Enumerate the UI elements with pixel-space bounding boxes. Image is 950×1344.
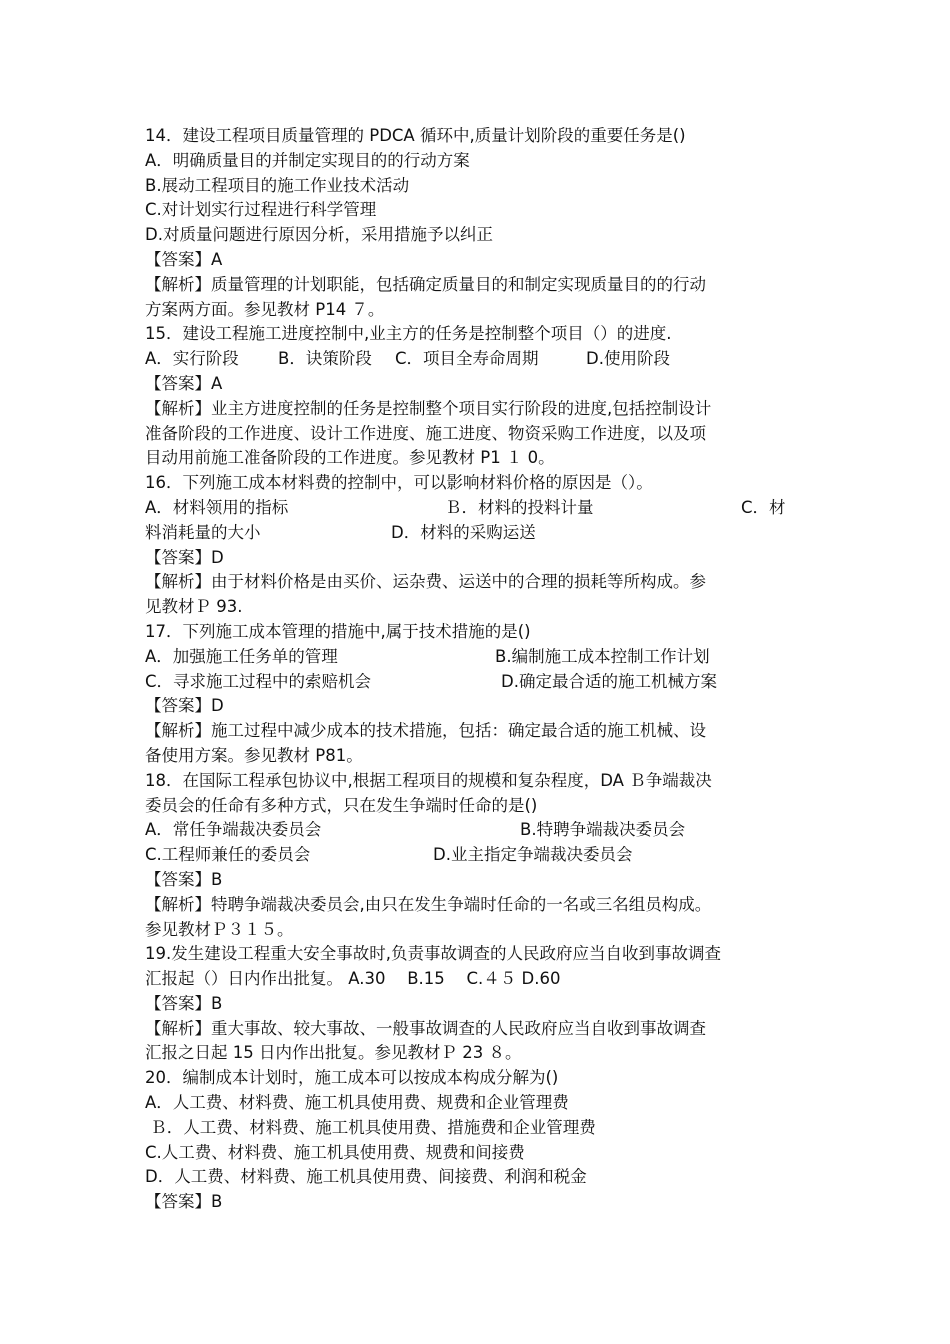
question-16: 16．下列施工成本材料费的控制中，可以影响材料价格的原因是（）。: [145, 473, 653, 493]
option-a: A．加强施工任务单的管理: [145, 646, 338, 666]
question-19-continued: 汇报起（）日内作出批复。 A.30 B.15 C.４５ D.60: [145, 969, 561, 989]
options-row: [145, 347, 825, 372]
analysis-line: 【解析】业主方进度控制的任务是控制整个项目实行阶段的进度,包括控制设计: [145, 398, 712, 418]
option-c: C.人工费、材料费、施工机具使用费、规费和间接费: [145, 1142, 525, 1162]
analysis-line: 【解析】由于材料价格是由买价、运杂费、运送中的合理的损耗等所构成。参: [145, 572, 706, 592]
option-a: A．人工费、材料费、施工机具使用费、规费和企业管理费: [145, 1093, 569, 1113]
options-row: [145, 645, 825, 670]
options-row: [145, 843, 825, 868]
analysis-line: 方案两方面。参见教材 P14 ７。: [145, 299, 385, 319]
option-a: A．实行阶段: [145, 349, 239, 369]
answer: 【答案】B: [145, 993, 223, 1013]
question-18: 18．在国际工程承包协议中,根据工程项目的规模和复杂程度，DA Ｂ争端裁决: [145, 770, 712, 790]
option-a: A．常任争端裁决委员会: [145, 820, 322, 840]
question-15: 15．建设工程施工进度控制中,业主方的任务是控制整个项目（）的进度.: [145, 324, 672, 344]
analysis-line: 汇报之日起 15 日内作出批复。参见教材Ｐ 23 ８。: [145, 1043, 522, 1063]
option-d: D．材料的采购运送: [391, 522, 536, 542]
question-14: 14．建设工程项目质量管理的 PDCA 循环中,质量计划阶段的重要任务是(): [145, 126, 686, 145]
answer: 【答案】D: [145, 547, 224, 567]
answer: 【答案】D: [145, 696, 224, 716]
analysis-line: 见教材Ｐ 93.: [145, 597, 243, 617]
options-row: [145, 818, 825, 843]
option-c: C.工程师兼任的委员会: [145, 845, 311, 865]
option-b: B.展动工程项目的施工作业技术活动: [145, 175, 410, 195]
analysis-line: 备使用方案。参见教材 P81。: [145, 745, 363, 765]
answer: 【答案】A: [145, 373, 223, 393]
answer: 【答案】A: [145, 249, 223, 269]
option-a: A．明确质量目的并制定实现目的的行动方案: [145, 150, 470, 170]
option-b: B.编制施工成本控制工作计划: [495, 646, 710, 666]
answer: 【答案】B: [145, 869, 223, 889]
analysis-line: 参见教材Ｐ３１５。: [145, 919, 294, 939]
option-d: D.使用阶段: [586, 349, 670, 369]
question-20: 20．编制成本计划时，施工成本可以按成本构成分解为(): [145, 1068, 559, 1088]
option-c: C.对计划实行过程进行科学管理: [145, 200, 377, 220]
option-d: D．人工费、材料费、施工机具使用费、间接费、利润和税金: [145, 1167, 587, 1187]
option-b: Ｂ．材料的投料计量: [445, 497, 594, 517]
options-row: [145, 521, 825, 546]
option-d: D.确定最合适的施工机械方案: [501, 671, 717, 691]
answer: 【答案】B: [145, 1192, 223, 1212]
option-c: C．项目全寿命周期: [395, 349, 539, 369]
analysis-line: 【解析】特聘争端裁决委员会,由只在发生争端时任命的一名或三名组员构成。: [145, 894, 712, 914]
option-a: A．材料领用的指标: [145, 497, 289, 517]
analysis-line: 【解析】重大事故、较大事故、一般事故调查的人民政府应当自收到事故调查: [145, 1018, 706, 1038]
option-d: D.业主指定争端裁决委员会: [433, 845, 633, 865]
option-b: B．诀策阶段: [278, 349, 372, 369]
analysis-line: 【解析】质量管理的计划职能，包括确定质量目的和制定实现质量目的的行动: [145, 274, 706, 294]
option-c: C．材: [741, 497, 786, 517]
options-row: [145, 496, 825, 521]
option-c: C．寻求施工过程中的索赔机会: [145, 671, 372, 691]
question-18-continued: 委员会的任命有多种方式，只在发生争端时任命的是(): [145, 795, 538, 815]
question-19: 19.发生建设工程重大安全事故时,负责事故调查的人民政府应当自收到事故调查: [145, 944, 721, 964]
question-17: 17．下列施工成本管理的措施中,属于技术措施的是(): [145, 621, 531, 641]
option-b: Ｂ．人工费、材料费、施工机具使用费、措施费和企业管理费: [145, 1117, 596, 1137]
document-page: [145, 124, 825, 1215]
analysis-line: 目动用前施工准备阶段的工作进度。参见教材 P1 １ 0。: [145, 448, 555, 468]
option-d: D.对质量问题进行原因分析，采用措施予以纠正: [145, 225, 493, 245]
analysis-line: 【解析】施工过程中减少成本的技术措施，包括：确定最合适的施工机械、设: [145, 721, 706, 741]
option-b: B.特聘争端裁决委员会: [520, 820, 686, 840]
option-c-continued: 料消耗量的大小: [145, 522, 261, 542]
analysis-line: 准备阶段的工作进度、设计工作进度、施工进度、物资采购工作进度，以及项: [145, 423, 706, 443]
options-row: [145, 670, 825, 695]
